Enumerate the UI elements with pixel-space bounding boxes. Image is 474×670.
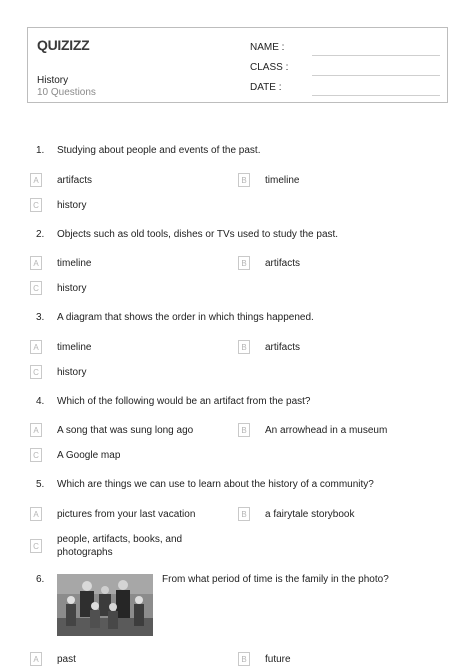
worksheet-question-count: 10 Questions — [37, 87, 96, 98]
option-letter-badge: A — [30, 256, 42, 270]
worksheet-title: History — [37, 75, 69, 86]
question-text: Which of the following would be an artifact from the past? — [57, 396, 311, 407]
option-text: past — [57, 654, 76, 665]
option-text: A Google map — [57, 450, 121, 461]
option-text: a fairytale storybook — [265, 509, 355, 520]
option-text: timeline — [265, 175, 300, 186]
option-letter-badge: B — [238, 423, 250, 437]
option-letter-badge: B — [238, 507, 250, 521]
worksheet-header — [27, 27, 448, 103]
question-text: Which are things we can use to learn about the history of a community? — [57, 479, 374, 490]
date-field[interactable] — [250, 82, 440, 96]
name-line[interactable] — [312, 55, 440, 56]
question-number: 5. — [36, 479, 45, 490]
question-number: 4. — [36, 396, 45, 407]
option-letter-badge: A — [30, 652, 42, 666]
option-text: pictures from your last vacation — [57, 509, 196, 520]
date-line[interactable] — [312, 95, 440, 96]
option-text: history — [57, 367, 87, 378]
option-text: timeline — [57, 258, 92, 269]
option-letter-badge: A — [30, 423, 42, 437]
option-letter-badge: A — [30, 173, 42, 187]
option-text: history — [57, 283, 87, 294]
date-label: DATE : — [250, 82, 282, 93]
name-label: NAME : — [250, 42, 285, 53]
option-text: timeline — [57, 342, 92, 353]
option-letter-badge: B — [238, 340, 250, 354]
question-number: 3. — [36, 312, 45, 323]
option-letter-badge: A — [30, 340, 42, 354]
question-text: A diagram that shows the order in which things happened. — [57, 312, 314, 323]
family-photo — [57, 574, 153, 636]
question-text: Studying about people and events of the past. — [57, 145, 261, 156]
option-text: artifacts — [265, 258, 301, 269]
option-text: future — [265, 654, 291, 665]
family-photo-image — [57, 574, 153, 636]
option-letter-badge: A — [30, 507, 42, 521]
name-field[interactable] — [250, 42, 440, 56]
question-text: Objects such as old tools, dishes or TVs used to study the past. — [57, 229, 339, 240]
option-letter-badge: B — [238, 256, 250, 270]
class-line[interactable] — [312, 75, 440, 76]
question-number: 2. — [36, 229, 45, 240]
question-number: 1. — [36, 145, 45, 156]
option-text: artifacts — [57, 175, 93, 186]
question-text: From what period of time is the family in the photo? — [162, 574, 389, 585]
question-number: 6. — [36, 574, 45, 585]
option-text: artifacts — [265, 342, 301, 353]
class-label: CLASS : — [250, 62, 289, 73]
option-letter-badge: B — [238, 652, 250, 666]
option-text: A song that was sung long ago — [57, 425, 194, 436]
option-letter-badge: C — [30, 365, 42, 379]
option-letter-badge: C — [30, 448, 42, 462]
option-letter-badge: C — [30, 539, 42, 553]
option-text: An arrowhead in a museum — [265, 425, 388, 436]
class-field[interactable] — [250, 62, 440, 76]
option-letter-badge: C — [30, 281, 42, 295]
quizizz-logo: QUIZIZZ — [37, 37, 90, 53]
option-letter-badge: B — [238, 173, 250, 187]
option-letter-badge: C — [30, 198, 42, 212]
option-text: people, artifacts, books, and photographs — [57, 534, 183, 558]
option-text: history — [57, 200, 87, 211]
